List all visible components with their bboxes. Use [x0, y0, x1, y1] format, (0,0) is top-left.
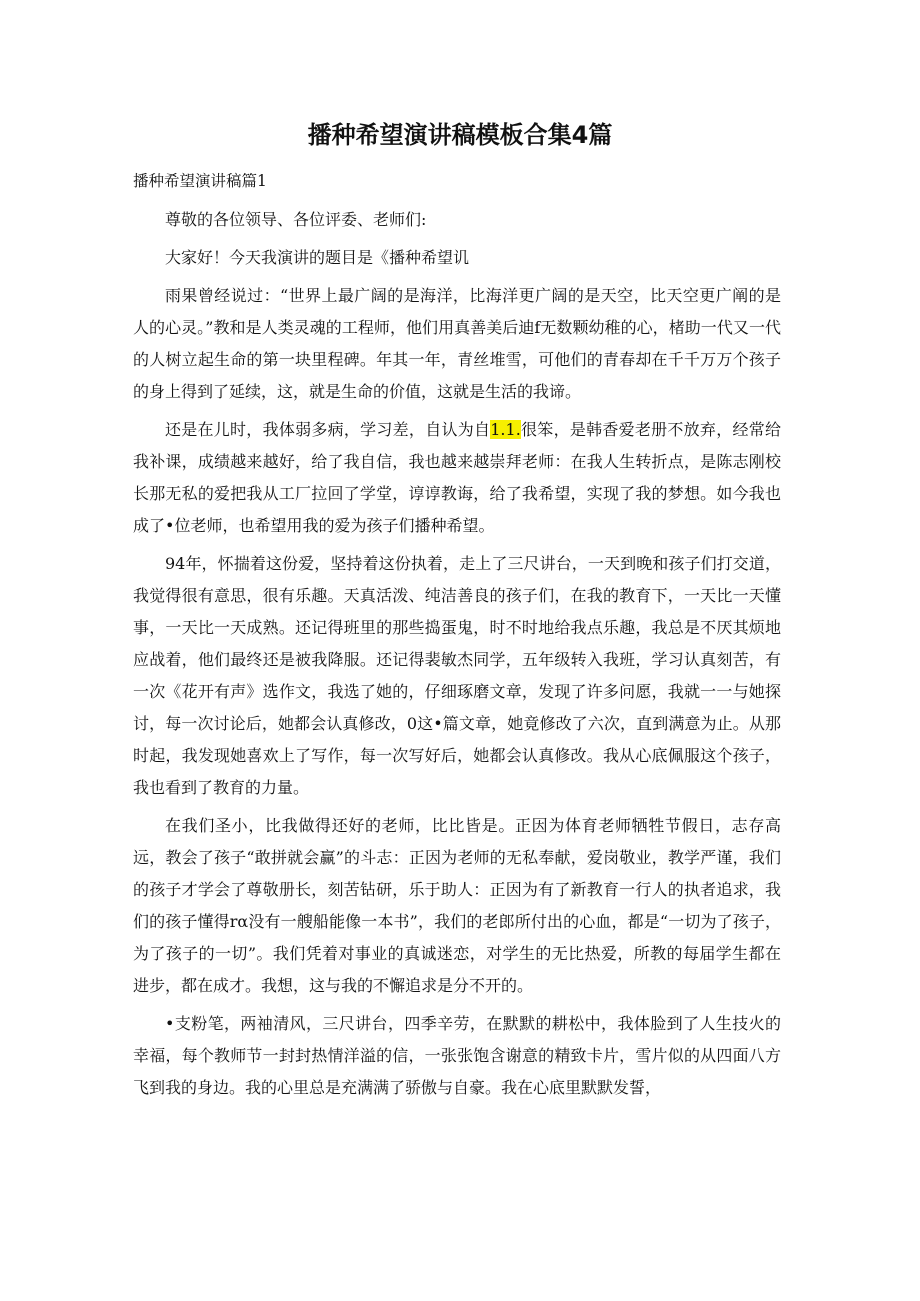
- paragraph-salutation: 尊敬的各位领导、各位评委、老师们:: [165, 210, 427, 229]
- highlighted-text: 1.1.: [490, 420, 521, 439]
- section-heading: 播种希望演讲稿篇1: [133, 172, 267, 190]
- paragraph-1: 雨果曾经说过：“世界上最广阔的是海洋，比海洋更广阔的是天空，比天空更广阐的是人的心灵。”教和是人类灵魂的工程师，他们用真善美后迪f无数颗幼稚的心，楮助一代又一代的人树立起生命的第一块里程碑。年其一年，青丝堆雪，可他们的青春却在千千万万个孩子的身上得到了延续，这，就是生命的价值，这就是生活的我谛。: [133, 286, 781, 401]
- paragraph-2-before: 还是在儿时，我体弱多病，学习差，自认为自: [165, 420, 491, 439]
- paragraph-2-after: 很笨，是韩香爱老册不放弃，经常给我补课，成绩越来越好，给了我自信，我也越来越崇拜老师：在我人生转折点，是陈志刚校长那无私的爱把我从工厂拉回了学堂，谆谆教诲，给了我希望，实现了我的梦想。如今我也成了•位老师，也希望用我的爱为孩子们播种希望。: [133, 420, 781, 535]
- document-body: [133, 168, 781, 1110]
- paragraph-5: •支粉笔，两袖清风，三尺讲台，四季辛劳，在默默的耕松中，我体脸到了人生技火的幸福，每个教师节一封封热情洋溢的信，一张张饱含谢意的精致卡片，雪片似的从四面八方飞到我的身边。我的心里总是充满满了骄傲与自豪。我在心底里默默发誓，: [133, 1014, 781, 1097]
- paragraph-3: 94年，怀揣着这份爱，坚持着这份执着，走上了三尺讲台，一天到晚和孩子们打交道，我觉得很有意思，很有乐趣。天真活泼、纯洁善良的孩子们，在我的教育下，一天比一天懂事，一天比一天成熟。还记得班里的那些捣蛋鬼，时不时地给我点乐趣，我总是不厌其烦地应战着，他们最终还是被我降服。还记得裴敏杰同学，五年级转入我班，学习认真刻苦，有一次《花开有声》选作文，我选了她的，仔细琢磨文章，发现了许多问愿，我就一一与她探讨，每一次讨论后，她都会认真修改，0这•篇文章，她竟修改了六次，直到满意为止。从那时起，我发现她喜欢上了写作，每一次写好后，她都会认真修改。我从心底佩服这个孩子，我也看到了教育的力量。: [133, 554, 781, 797]
- paragraph-greeting: 大家好！今天我演讲的题目是《播种希望讥: [165, 248, 470, 267]
- paragraph-2: [133, 414, 781, 542]
- paragraph-4: 在我们圣小，比我做得还好的老师，比比皆是。正因为体育老师牺牲节假日，志存高远，教会了孩子“敢拼就会赢”的斗志：正因为老师的无私奉献，爱岗敬业，教学严谨，我们的孩子才学会了尊敬册长，刻苦钻研，乐于助人：正因为有了新教育一行人的执者追求，我们的孩子懂得rα没有一艘船能像一本书”，我们的老郎所付出的心血，都是“一切为了孩子，为了孩子的一切”。我们凭着对事业的真诚迷恋，对学生的无比热爱，所教的每届学生都在进步，都在成才。我想，这与我的不懈追求是分不开的。: [133, 816, 781, 995]
- document-title: 播种希望演讲稿模板合集4篇: [307, 121, 613, 149]
